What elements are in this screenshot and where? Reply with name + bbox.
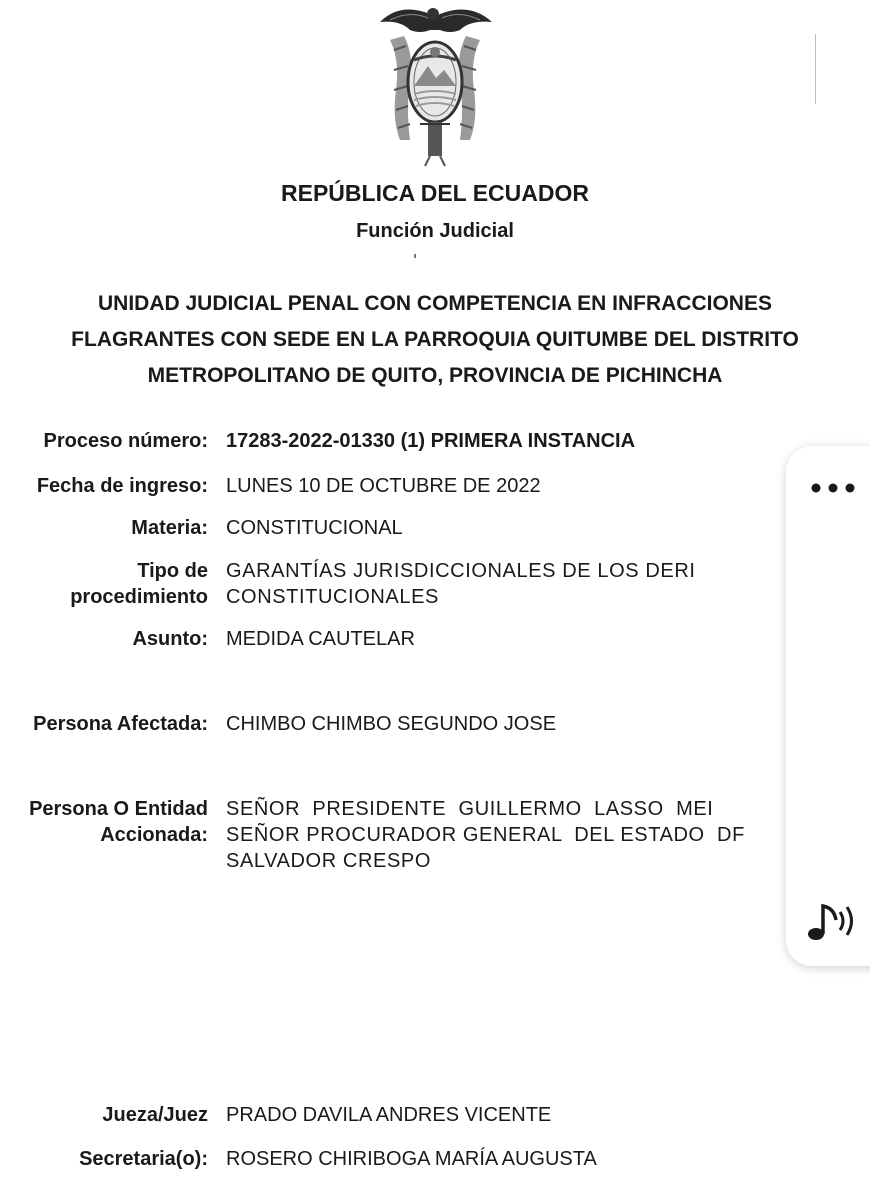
field-label-line: procedimiento bbox=[70, 586, 208, 608]
more-options-icon[interactable] bbox=[808, 480, 858, 496]
court-name-line: UNIDAD JUDICIAL PENAL CON COMPETENCIA EN INFRACCIONES bbox=[98, 292, 772, 315]
field-value-line: SEÑOR PRESIDENTE GUILLERMO LASSO MEI bbox=[226, 798, 714, 820]
floating-side-panel bbox=[786, 446, 870, 966]
field-value: MEDIDA CAUTELAR bbox=[226, 628, 415, 650]
field-label: Persona Afectada: bbox=[33, 713, 208, 735]
function-heading: Función Judicial bbox=[356, 220, 514, 242]
field-label-line: Persona O Entidad bbox=[29, 798, 208, 820]
court-name-line: FLAGRANTES CON SEDE EN LA PARROQUIA QUITUMBE DEL DISTRITO bbox=[71, 328, 799, 351]
field-value bbox=[226, 558, 696, 610]
field-label bbox=[70, 558, 208, 610]
field-value: LUNES 10 DE OCTUBRE DE 2022 bbox=[226, 475, 541, 497]
field-label bbox=[29, 796, 208, 848]
field-label-line: Tipo de bbox=[137, 560, 208, 582]
field-value: CHIMBO CHIMBO SEGUNDO JOSE bbox=[226, 713, 557, 735]
field-value-line: SEÑOR PROCURADOR GENERAL DEL ESTADO DF bbox=[226, 824, 745, 846]
country-heading: REPÚBLICA DEL ECUADOR bbox=[281, 180, 589, 206]
field-value-line: SALVADOR CRESPO bbox=[226, 850, 431, 872]
field-value bbox=[226, 796, 745, 874]
field-label: Materia: bbox=[131, 517, 208, 539]
field-value-line: GARANTÍAS JURISDICCIONALES DE LOS DERI bbox=[226, 560, 696, 582]
field-value: ROSERO CHIRIBOGA MARÍA AUGUSTA bbox=[226, 1148, 597, 1170]
field-value: 17283-2022-01330 (1) PRIMERA INSTANCIA bbox=[226, 430, 636, 452]
read-aloud-icon[interactable] bbox=[804, 898, 858, 944]
coat-of-arms-emblem bbox=[370, 0, 500, 170]
field-label: Jueza/Juez bbox=[102, 1104, 208, 1126]
field-label: Secretaria(o): bbox=[79, 1148, 208, 1170]
field-value: PRADO DAVILA ANDRES VICENTE bbox=[226, 1104, 552, 1126]
field-value: CONSTITUCIONAL bbox=[226, 517, 403, 539]
field-label: Asunto: bbox=[132, 628, 208, 650]
scan-mark bbox=[414, 254, 416, 258]
field-value-line: CONSTITUCIONALES bbox=[226, 586, 439, 608]
field-label: Fecha de ingreso: bbox=[36, 475, 208, 497]
court-name bbox=[0, 286, 870, 394]
field-label: Proceso número: bbox=[43, 430, 208, 452]
field-label-line: Accionada: bbox=[100, 824, 208, 846]
scan-mark bbox=[815, 34, 816, 104]
court-name-line: METROPOLITANO DE QUITO, PROVINCIA DE PICHINCHA bbox=[147, 364, 723, 387]
